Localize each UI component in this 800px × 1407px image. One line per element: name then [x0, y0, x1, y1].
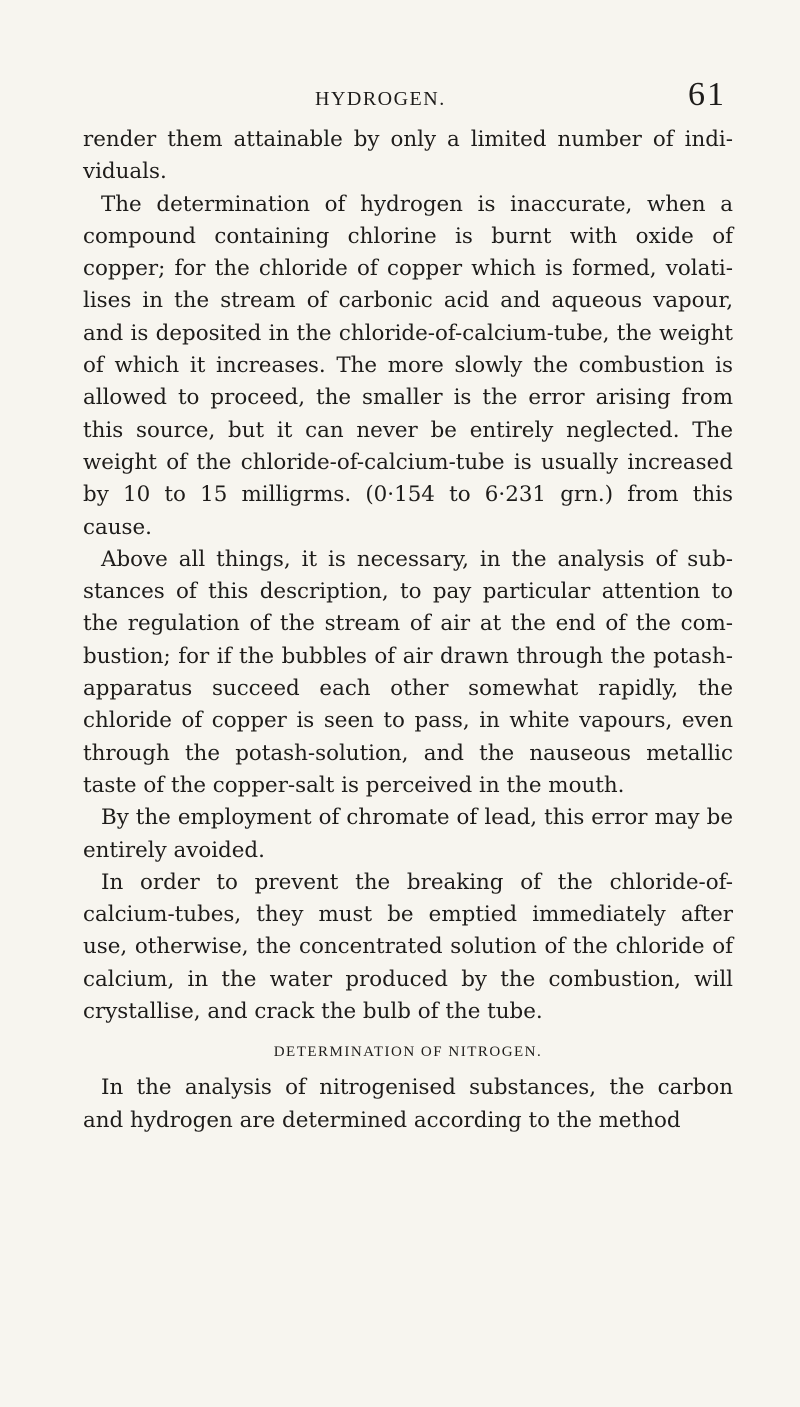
paragraph-nitrogen-analysis: In the analysis of nitrogenised substances, the carbon and hydrogen are determined according to the method: [83, 1075, 733, 1133]
section-heading: DETERMINATION OF NITROGEN.: [273, 1044, 543, 1061]
paragraph-continuation: render them attainable by only a limited number of indi- viduals.: [83, 127, 733, 185]
body-text: [83, 124, 733, 1137]
running-header: [0, 74, 800, 114]
paragraph-chromate-of-lead: By the employment of chromate of lead, this error may be entirely avoided.: [83, 805, 733, 863]
paragraph-tube-breaking: In order to prevent the breaking of the chloride-of- calcium-tubes, they must be emptied immediately after use, otherwise, the concentrated solution of the chloride of calcium, in the water produced by the combustion, will crystallise, and crack the bulb of the tube.: [83, 869, 733, 1025]
paragraph-air-stream: Above all things, it is necessary, in the analysis of sub- stances of this description, to pay particular attention to the regulation of the stream of air at the end of the com- bustion; for if the bubbles of air drawn through the potash-apparatus succeed each other somewhat rapidly, the chloride of copper is seen to pass, in white vapours, even through the potash-solution, and the nauseous metallic taste of the copper-salt is perceived in the mouth.: [83, 546, 733, 798]
page-number: 61: [688, 76, 726, 113]
running-title: HYDROGEN.: [315, 88, 446, 110]
paragraph-hydrogen-error: The determination of hydrogen is inaccurate, when a compound containing chlorine is burnt with oxide of copper; for the chloride of copper which is formed, volati- lises in the stream of carbonic acid and aqueous vapour, and is deposited in the chloride-of-calcium-tube, the weight of which it increases. The more slowly the combustion is allowed to proceed, the smaller is the error arising from this source, but it can never be entirely neglected. The weight of the chloride-of-calcium-tube is usually increased by 10 to 15 milligrms. (0·154 to 6·231 grn.) from this cause.: [83, 191, 733, 540]
